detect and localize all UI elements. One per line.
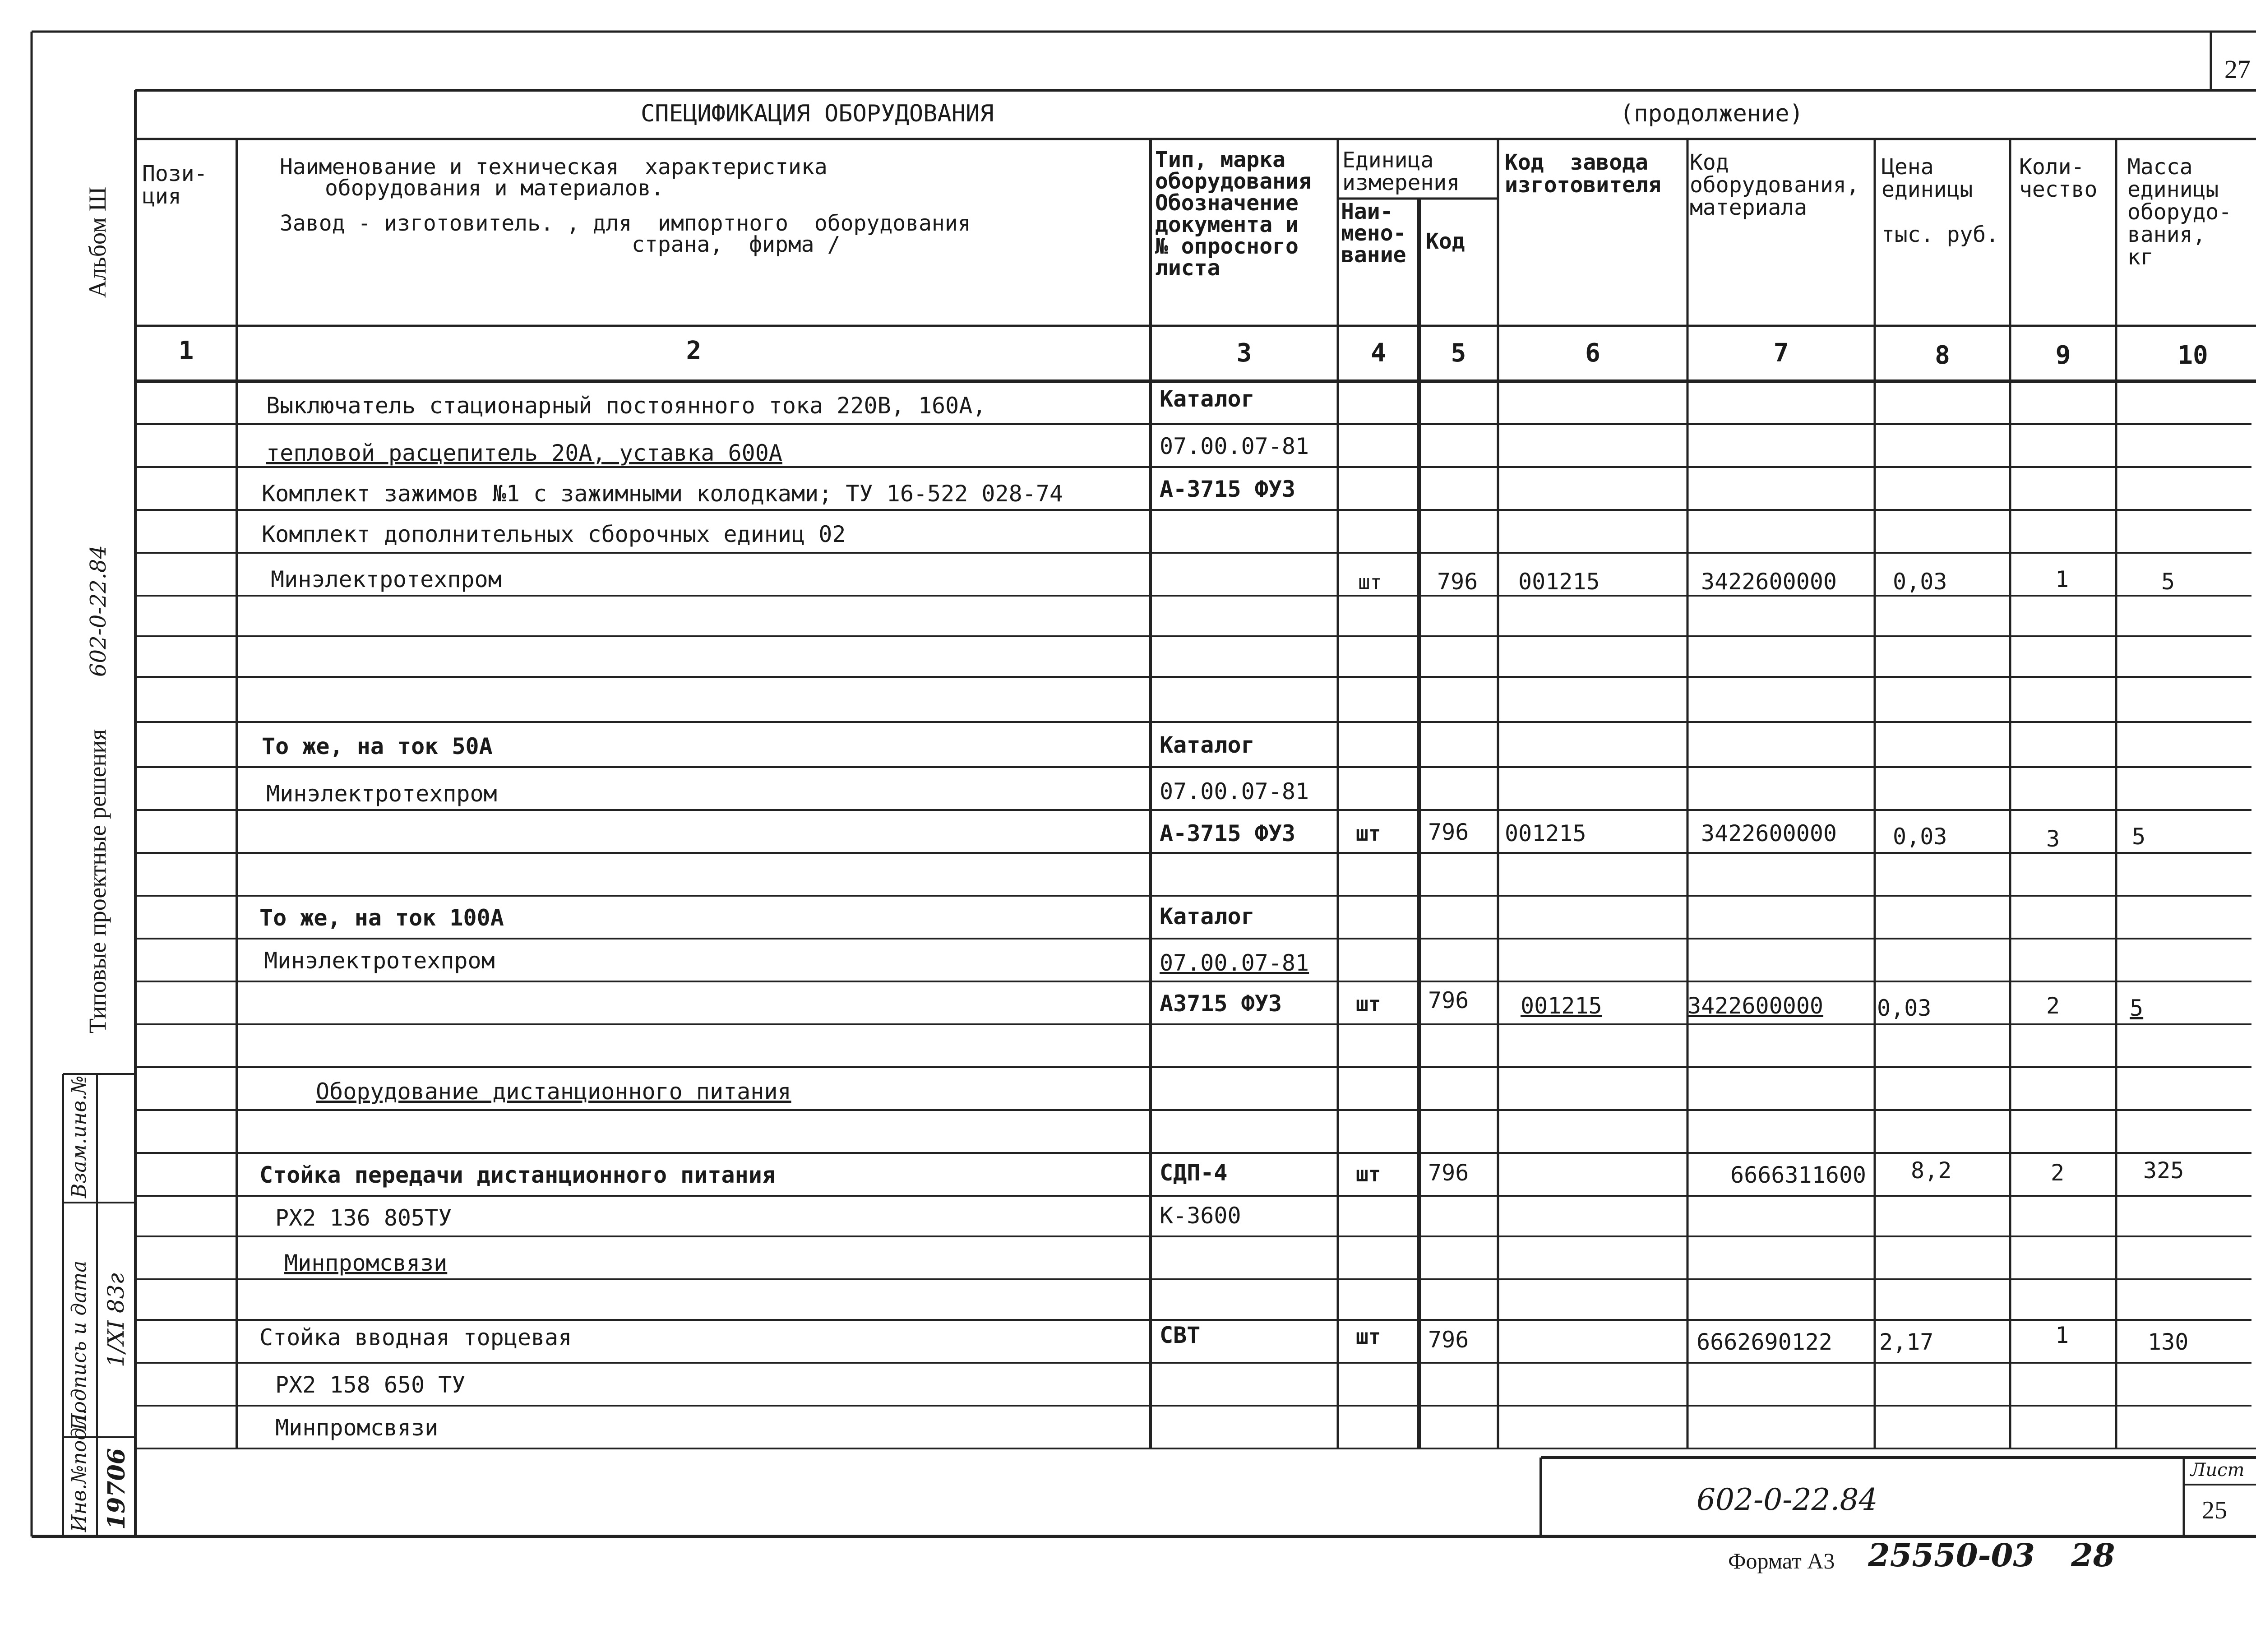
row-item-name: РХ2 158 650 ТУ (275, 1372, 466, 1398)
column-number: 8 (1935, 341, 1950, 370)
series-label: Типовые проектные решения (84, 729, 111, 1033)
stamp-replace-label: Взам.инв.№ (68, 1075, 91, 1198)
row-item-equipment-code: 3422600000 (1687, 993, 1824, 1019)
footer-document-code: 602-0-22.84 (1697, 1482, 1878, 1517)
row-item-equipment-code: 6666311600 (1730, 1162, 1867, 1188)
row-item-mass: 130 (2148, 1329, 2189, 1355)
row-item-name: РХ2 136 805ТУ (275, 1205, 452, 1231)
header-name-line4: страна, фирма / (632, 232, 841, 257)
archive-sheet: 28 (2071, 1536, 2115, 1574)
column-number: 1 (178, 336, 194, 366)
continuation-label: (продолжение) (1620, 100, 1803, 127)
column-number: 4 (1371, 338, 1386, 368)
column-number: 5 (1451, 338, 1466, 368)
header-position: Пози- ция (142, 161, 208, 209)
row-item-price: 0,03 (1877, 995, 1932, 1021)
column-number: 9 (2055, 341, 2071, 370)
row-item-name: Минэлектротехпром (271, 566, 502, 592)
row-item-equipment-code: 3422600000 (1701, 569, 1837, 595)
row-item-unit-code: 796 (1437, 569, 1478, 595)
row-item-type: Каталог (1160, 386, 1255, 412)
row-item-type: 07.00.07-81 (1160, 778, 1309, 805)
column-number: 2 (686, 336, 702, 366)
row-item-name: тепловой расцепитель 20А, уставка 600А (266, 440, 782, 466)
row-item-quantity: 2 (2046, 993, 2060, 1019)
row-item-name: Комплект дополнительных сборочных единиц 02 (262, 521, 846, 547)
row-item-price: 8,2 (1911, 1157, 1952, 1184)
sheet-number: 25 (2202, 1496, 2227, 1524)
row-item-type: 07.00.07-81 (1160, 950, 1309, 976)
archive-number: 25550-03 (1868, 1536, 2035, 1574)
header-factory-code: Код завода изготовителя (1505, 150, 1661, 198)
row-item-unit-code: 796 (1428, 819, 1469, 845)
section-heading: Оборудование дистанционного питания (316, 1078, 791, 1105)
row-item-quantity: 1 (2055, 1322, 2069, 1348)
row-item-type: К-3600 (1160, 1203, 1241, 1229)
row-item-quantity: 2 (2051, 1160, 2065, 1186)
row-item-type: Каталог (1160, 732, 1255, 758)
row-item-name: Стойка вводная торцевая (259, 1324, 572, 1351)
header-unit-group: Единица измерения (1342, 148, 1460, 195)
side-code: 602-0-22.84 (86, 545, 111, 677)
row-item-name: Минпромсвязи (284, 1250, 448, 1276)
row-item-mass: 5 (2161, 569, 2175, 595)
row-item-unit-code: 796 (1428, 987, 1469, 1013)
row-item-unit: шт (1356, 1324, 1381, 1349)
header-equipment-code: Код оборудования, материала (1690, 150, 1859, 220)
row-item-price: 2,17 (1879, 1329, 1934, 1355)
row-item-unit-code: 796 (1428, 1327, 1469, 1353)
row-item-price: 0,03 (1893, 569, 1947, 595)
row-item-unit: шт (1356, 821, 1381, 846)
row-item-name: Комплект зажимов №1 с зажимными колодками; ТУ 16-522 028-74 (262, 481, 1063, 507)
format-label: Формат А3 (1728, 1548, 1835, 1573)
row-item-type: 07.00.07-81 (1160, 433, 1309, 459)
column-number: 10 (2177, 341, 2208, 370)
column-number: 3 (1236, 338, 1252, 368)
row-item-mass: 5 (2132, 824, 2146, 850)
header-name-line2: оборудования и материалов. (325, 176, 664, 201)
row-item-equipment-code: 6662690122 (1697, 1329, 1833, 1355)
row-item-type: А-3715 ФУЗ (1160, 820, 1296, 847)
header-name-line1: Наименование и техническая характеристика (280, 154, 828, 180)
header-unit-name: Наи- мено- вание (1341, 199, 1406, 268)
row-item-type: Каталог (1160, 903, 1255, 930)
row-item-name: Выключатель стационарный постоянного тока 220В, 160А, (266, 393, 986, 419)
stamp-inv-number: 19706 (103, 1448, 130, 1530)
row-item-unit-code: 796 (1428, 1160, 1469, 1186)
sheet-label: Лист (2191, 1460, 2245, 1481)
header-price: Цена единицы тыс. руб. (1882, 154, 1999, 247)
stamp-inv-label: Инв.№подл. (68, 1408, 91, 1532)
row-item-type: СДП-4 (1160, 1160, 1228, 1186)
column-number: 7 (1773, 338, 1789, 368)
row-item-type: А3715 ФУЗ (1160, 990, 1282, 1017)
row-item-type: СВТ (1160, 1322, 1201, 1348)
row-item-type: А-3715 ФУЗ (1160, 476, 1296, 502)
row-item-unit: шт (1356, 1162, 1381, 1186)
stamp-date: 1/XI 83г (103, 1273, 129, 1367)
row-item-quantity: 3 (2046, 826, 2060, 852)
page-number: 27 (2224, 55, 2251, 84)
header-unit-code: Код (1426, 229, 1465, 254)
column-number: 6 (1585, 338, 1600, 368)
row-item-factory-code: 001215 (1505, 820, 1586, 847)
row-item-mass: 5 (2130, 995, 2144, 1021)
header-mass: Масса единицы оборудо- вания, кг (2127, 154, 2232, 270)
row-item-mass: 325 (2143, 1157, 2184, 1184)
row-item-name: Минпромсвязи (275, 1415, 439, 1441)
row-item-name: То же, на ток 100А (259, 905, 504, 931)
header-name-line3: Завод - изготовитель. , для импортного оборудования (280, 211, 971, 236)
row-item-name: Минэлектротехпром (266, 781, 497, 807)
page-title: СПЕЦИФИКАЦИЯ ОБОРУДОВАНИЯ (641, 100, 994, 127)
header-type: Тип, марка оборудования Обозначение документа и № опросного листа (1155, 147, 1312, 281)
stamp-sign-label: Подпись и дата (68, 1260, 91, 1430)
row-item-quantity: 1 (2055, 566, 2069, 592)
header-quantity: Коли- чество (2019, 154, 2098, 202)
row-item-unit: шт (1358, 571, 1382, 594)
row-item-price: 0,03 (1893, 824, 1947, 850)
album-label: Альбом Ш (84, 186, 111, 298)
row-item-name: Стойка передачи дистанционного питания (259, 1162, 776, 1188)
row-item-unit: шт (1356, 992, 1381, 1016)
row-item-name: Минэлектротехпром (264, 948, 495, 974)
row-item-name: То же, на ток 50А (262, 733, 493, 759)
row-item-equipment-code: 3422600000 (1701, 820, 1837, 847)
row-item-factory-code: 001215 (1518, 569, 1600, 595)
row-item-factory-code: 001215 (1521, 993, 1602, 1019)
